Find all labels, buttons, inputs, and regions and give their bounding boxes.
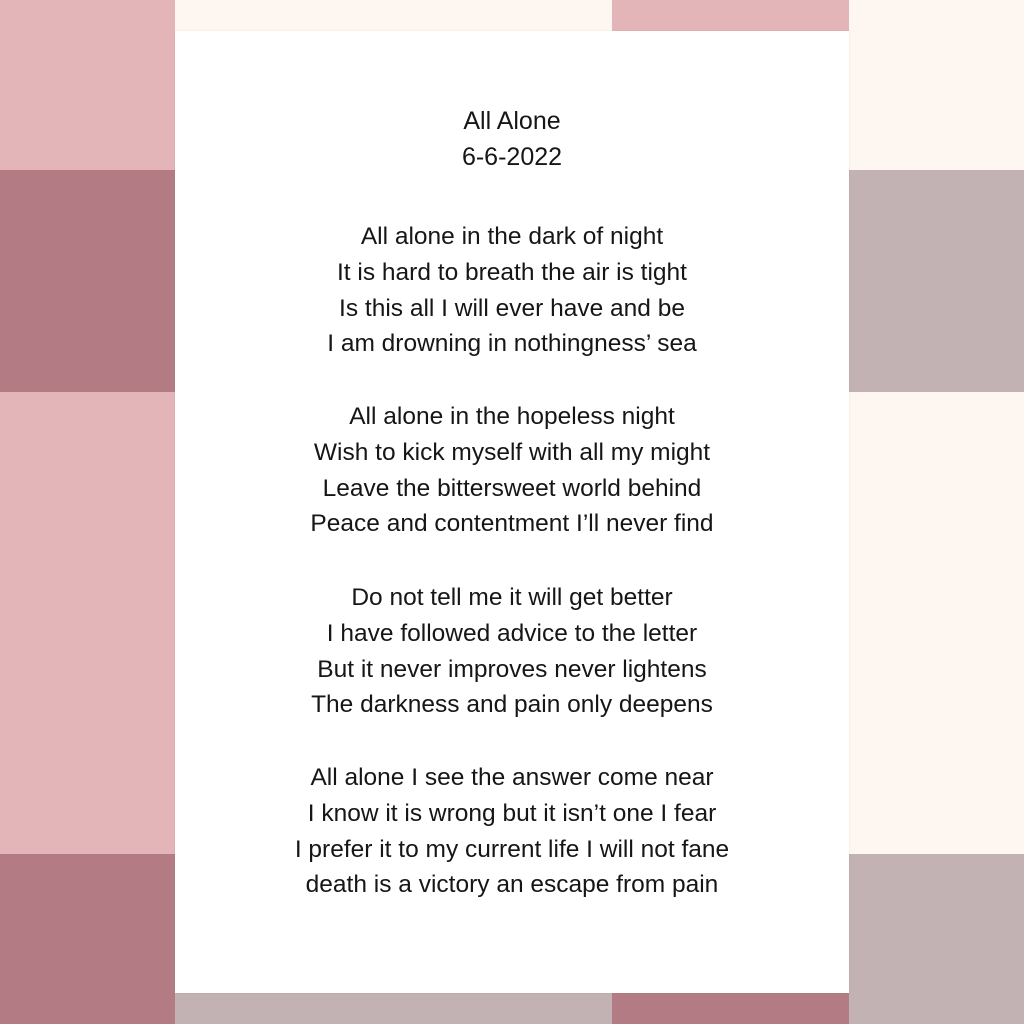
poem-line: It is hard to breath the air is tight — [337, 258, 687, 286]
background-block-right-gray-top — [849, 170, 1024, 392]
poem-line: All alone I see the answer come near — [310, 764, 714, 791]
poem-line: I prefer it to my current life I will not fane — [294, 835, 730, 863]
stanza-1 — [175, 219, 849, 362]
poem-line: I have followed advice to the letter — [326, 619, 698, 647]
poem-line: Is this all I will ever have and be — [339, 294, 685, 322]
poem-line: All alone in the hopeless night — [349, 403, 675, 430]
background-block-top-right-pink — [612, 0, 849, 31]
background-block-right-gray-bottom — [849, 854, 1024, 1024]
background-block-left-middle — [0, 392, 175, 854]
background-block-bottom-gray — [175, 993, 612, 1024]
stanza-3 — [175, 580, 849, 723]
poem-line: I know it is wrong but it isn’t one I fear — [307, 799, 717, 827]
stanza-4 — [175, 760, 849, 903]
poem-line: death is a victory an escape from pain — [305, 871, 719, 899]
background-block-bottom-dark — [612, 993, 849, 1024]
poem-line: Peace and contentment I’ll never find — [310, 510, 714, 538]
background-block-left-bottom-dark — [0, 854, 175, 1024]
poem-header — [175, 103, 849, 175]
poem-line: Wish to kick myself with all my might — [313, 438, 711, 466]
poem-line: But it never improves never lightens — [317, 655, 707, 683]
poem-line: All alone in the dark of night — [360, 223, 664, 250]
poem-line: Leave the bittersweet world behind — [322, 474, 702, 502]
poem-line: Do not tell me it will get better — [351, 584, 673, 611]
background-block-left-top — [0, 0, 175, 170]
poem-line: The darkness and pain only deepens — [311, 691, 713, 719]
poem-line: I am drowning in nothingness’ sea — [327, 330, 697, 358]
poem-date: 6-6-2022 — [461, 143, 563, 171]
stanza-2 — [175, 399, 849, 542]
poem-title: All Alone — [463, 107, 561, 135]
background-block-left-dark — [0, 170, 175, 392]
poem-card — [175, 31, 849, 993]
